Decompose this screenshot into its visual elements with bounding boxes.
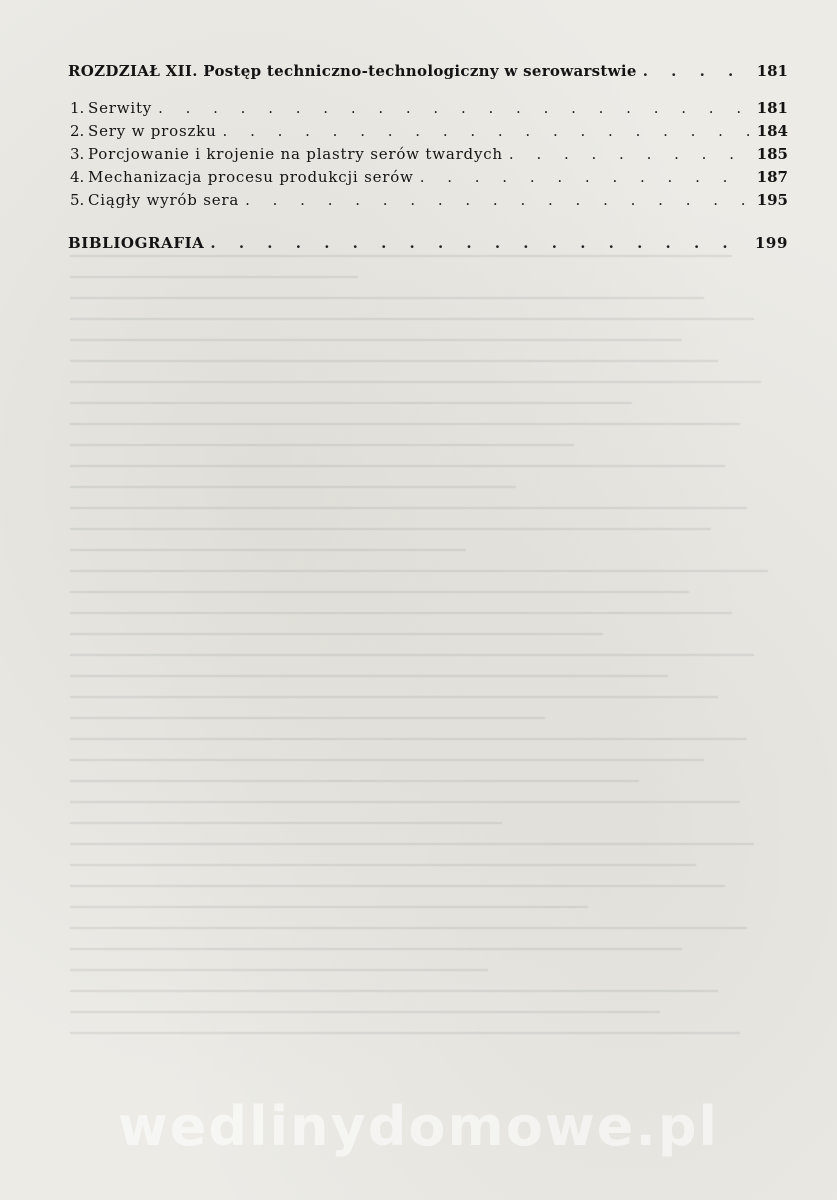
site-watermark: wedlinydomowe.pl [117, 1095, 720, 1158]
bibliography-title: BIBLIOGRAFIA [68, 234, 205, 252]
bibliography-page-number: 199 [754, 234, 788, 252]
entry-title: Ciągły wyrób sera [88, 191, 240, 209]
entry-number: 3. [70, 145, 85, 163]
entry-title: Sery w proszku [88, 122, 217, 140]
leader-dots [420, 166, 751, 189]
entry-title: Mechanizacja procesu produkcji serów [88, 168, 414, 186]
toc-entry[interactable] [68, 120, 788, 143]
chapter-title: ROZDZIAŁ XII. Postęp techniczno-technologiczny w serowarstwie [68, 62, 637, 80]
leader-dots [245, 189, 751, 212]
table-of-contents [68, 60, 788, 255]
leader-dots [158, 97, 751, 120]
entry-number: 2. [70, 122, 85, 140]
toc-entry[interactable] [68, 97, 788, 120]
entry-page-number: 195 [756, 191, 788, 209]
bleed-through-text [70, 255, 790, 1135]
leader-dots [509, 143, 751, 166]
chapter-heading[interactable] [68, 60, 788, 83]
toc-entry[interactable] [68, 143, 788, 166]
entry-page-number: 184 [756, 122, 788, 140]
entry-title: Serwity [88, 99, 153, 117]
leader-dots [210, 232, 748, 255]
leader-dots [223, 120, 751, 143]
entry-number: 5. [70, 191, 85, 209]
entry-number: 1. [70, 99, 85, 117]
entry-page-number: 181 [756, 99, 788, 117]
entry-page-number: 187 [756, 168, 788, 186]
entry-number: 4. [70, 168, 85, 186]
toc-entry[interactable] [68, 166, 788, 189]
bibliography-entry[interactable] [68, 232, 788, 255]
leader-dots [643, 60, 751, 83]
chapter-page-number: 181 [756, 62, 788, 80]
entry-title: Porcjowanie i krojenie na plastry serów twardych [88, 145, 503, 163]
entry-page-number: 185 [756, 145, 788, 163]
toc-entry[interactable] [68, 189, 788, 212]
